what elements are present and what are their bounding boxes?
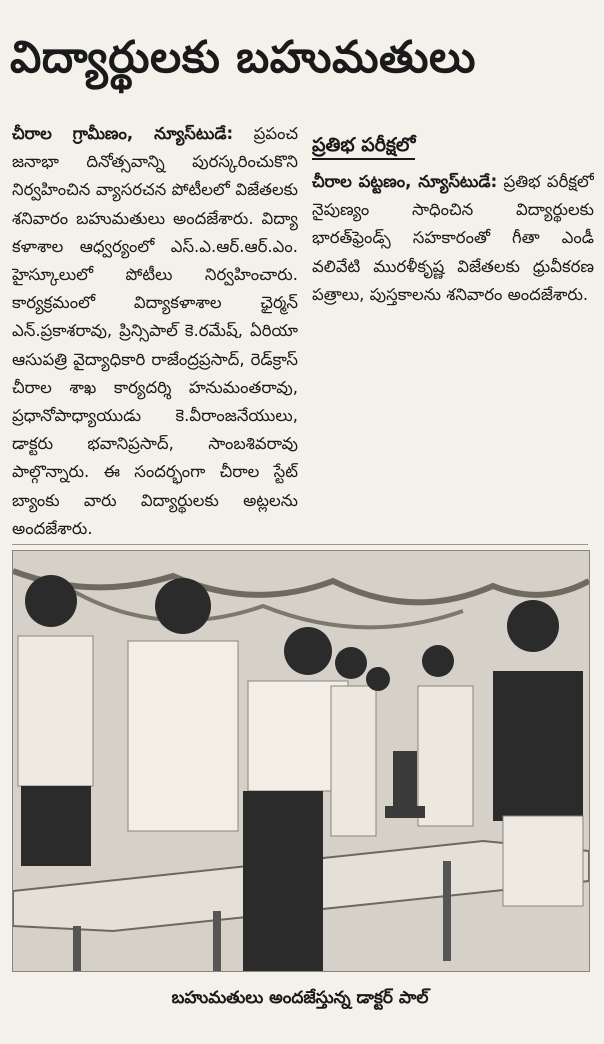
article1-body: ప్రపంచ జనాభా దినోత్సవాన్ని పురస్కరించుకొని నిర్వహించిన వ్యాసరచన పోటీలలో విజేతలకు శనివారం బహుమతులు అందజేశారు. విద్యా కళాశాల ఆధ్వర్యంలో ఎస్.ఎ.ఆర్.ఆర్.ఎం. హైస్కూలులో పోటీలు నిర్వహించారు. కార్యక్రమంలో విద్యాకళాశాల ఛైర్మన్ ఎన్.ప్రకాశరావు, ప్రిన్సిపాల్ కె.రమేష్, ఏరియా ఆసుపత్రి వైద్యాధికారి రాజేంద్రప్రసాద్, రెడ్‌క్రాస్ చీరాల శాఖ కార్యదర్శి హనుమంతరావు, ప్రధానోపాధ్యాయుడు కె.వీరాంజనేయులు, డాక్టరు భవానిప్రసాద్, సాంబశివరావు పాల్గొన్నారు. ఈ సందర్భంగా చీరాల స్టేట్ బ్యాంకు వారు విద్యార్థులకు అట్లలను అందజేశారు.	[12, 124, 298, 538]
news-photo	[12, 550, 590, 972]
article2-body: ప్రతిభ పరీక్షలో నైపుణ్యం సాధించిన విద్యార్థులకు భారత్‌ఫ్రెండ్స్ సహకారంతో గీతా ఎండీ వలివేటి మురళీకృష్ణ విజేతలకు ధ్రువీకరణ పత్రాలు, పుస్తకాలను శనివారం అందజేశారు.	[312, 172, 594, 304]
divider	[12, 544, 588, 545]
photo-caption: బహుమతులు అందజేస్తున్న డాక్టర్ పాల్	[171, 988, 429, 1008]
article2-dateline: చీరాల పట్టణం, న్యూస్‌టుడే:	[312, 172, 498, 191]
photo-of-prize-distribution-icon	[13, 551, 589, 971]
article1-dateline: చీరాల గ్రామీణం, న్యూస్‌టుడే:	[12, 124, 234, 143]
article-column-right	[312, 120, 594, 540]
headline: విద్యార్థులకు బహుమతులు	[10, 32, 476, 83]
article2-subhead: ప్రతిభ పరీక్షలో	[312, 132, 415, 160]
article-column-left	[12, 120, 298, 540]
